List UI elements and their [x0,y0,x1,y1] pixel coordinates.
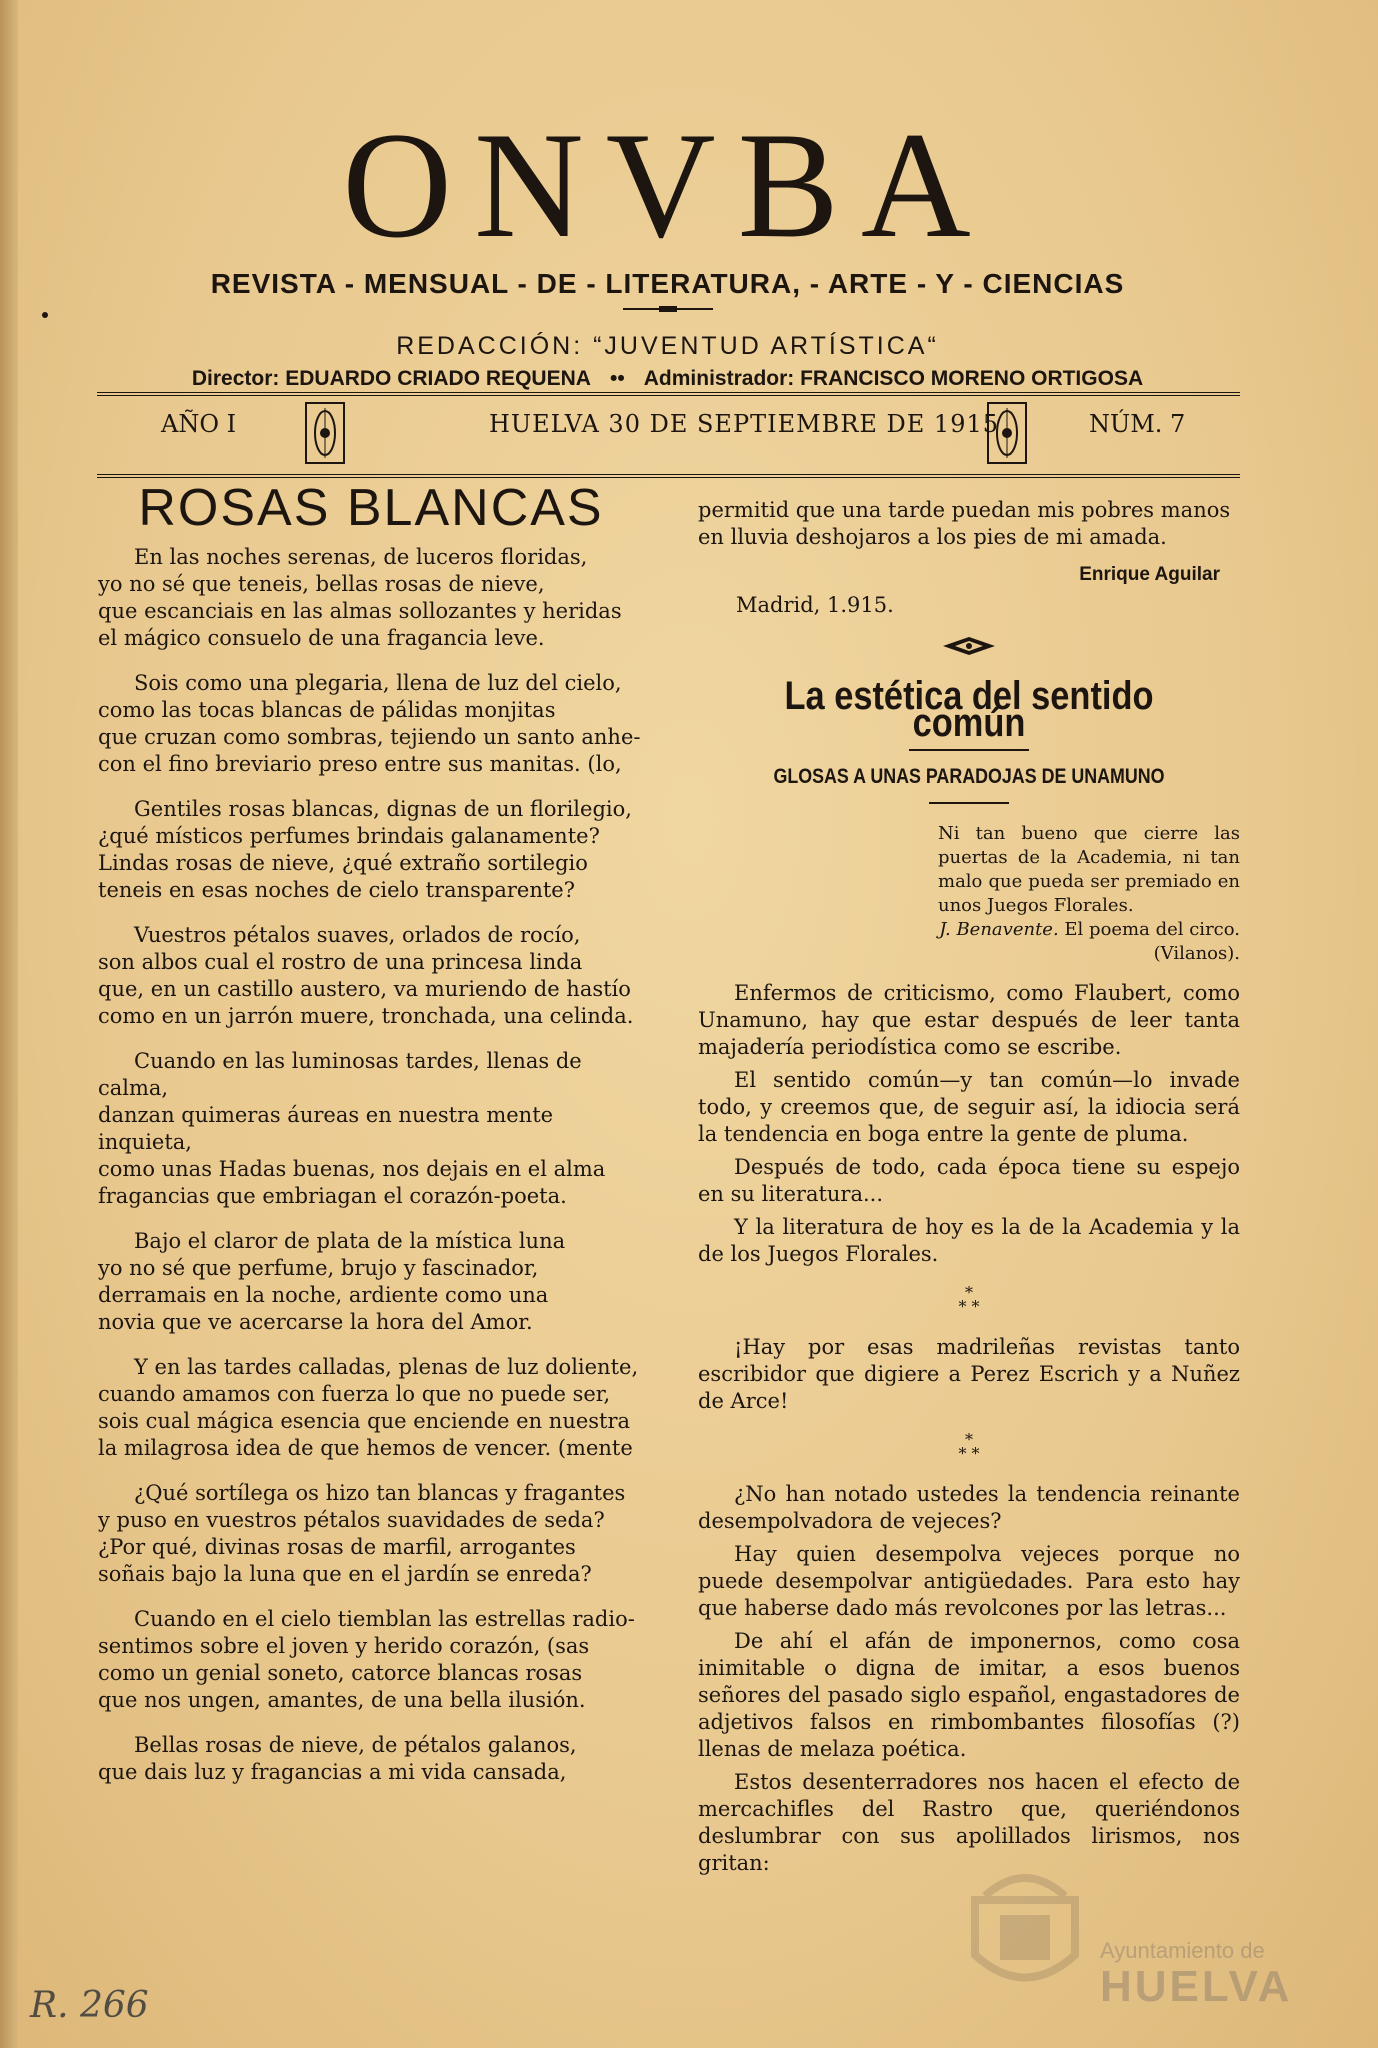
magazine-subtitle: REVISTA - MENSUAL - DE - LITERATURA, - ARTE - Y - CIENCIAS [210,268,1125,299]
poem-line: que, en un castillo austero, va muriendo de hastío [98,977,631,1001]
fleuron-right-icon [987,402,1027,464]
ink-dot [42,312,48,318]
poem-body [98,544,644,1786]
administrador-name: Administrador: FRANCISCO MORENO ORTIGOSA [643,367,1144,390]
watermark-line-1: Ayuntamiento de [1100,1938,1265,1963]
poem-line: con el fino breviario preso entre sus manitas. (lo, [98,752,622,776]
issue-number: NÚM. 7 [1089,410,1186,438]
ornament-rule-icon [623,304,713,314]
watermark-line-2: HUELVA [1100,1962,1293,2011]
poem-line: que nos ungen, amantes, de una bella ilusión. [98,1688,586,1712]
poem-line: Bajo el claror de plata de la mística luna [134,1229,566,1253]
asterism-icon: * * * [958,1430,980,1463]
poem-line: fragancias que embriagan el corazón-poeta. [98,1184,567,1208]
poem-line: ¿Por qué, divinas rosas de marfil, arrogantes [98,1535,576,1559]
poem-line: que cruzan como sombras, tejiendo un santo anhe- [98,725,641,749]
poem-line: yo no sé que perfume, brujo y fascinador, [98,1256,539,1280]
epigraph-work: El poema del circo. (Vilanos). [1064,919,1240,964]
right-column [698,497,1240,1883]
poem-line: ¿qué místicos perfumes brindais galanamente? [98,824,600,848]
diamond-ornament-icon [941,635,997,657]
article-paragraph: Enfermos de criticismo, como Flaubert, como Unamuno, hay que estar después de leer tanta majadería periodística como se escribe. [698,981,1240,1059]
poem-author: Enrique Aguilar [1079,564,1220,585]
article-paragraph: El sentido común—y tan común—lo invade todo, y creemos que, de seguir así, la idiocia será la tendencia en boga entre la gente de pluma. [698,1068,1240,1146]
poem-stanza [98,1354,644,1462]
fleuron-left-icon [305,402,345,464]
poem-line: y puso en vuestros pétalos suavidades de seda? [98,1508,605,1532]
poem-stanza [98,1732,644,1786]
poem-line: Y en las tardes calladas, plenas de luz doliente, [134,1355,639,1379]
poem-line: novia que ve acercarse la hora del Amor. [98,1310,533,1334]
poem-line: yo no sé que teneis, bellas rosas de nieve, [98,572,545,596]
poem-line: en lluvia deshojaros a los pies de mi amada. [698,525,1167,549]
epigraph [938,822,1240,966]
poem-stanza [98,796,644,904]
poem-line: ¿Qué sortílega os hizo tan blancas y fragantes [134,1481,626,1505]
poem-stanza [98,670,644,778]
city-seal-watermark-icon [965,1860,1085,2000]
poem-stanza [98,1480,644,1588]
poem-continuation [698,497,1240,551]
epigraph-author: J. Benavente. [939,919,1059,940]
bullet-ornament-icon: •• [609,367,625,390]
article-title: La estética del sentido común [784,674,1154,745]
article-paragraph: Estos desenterradores nos hacen el efecto de mercachifles del Rastro que, queriéndonos deslumbrar con sus apolillados lirismos, nos gritan: [698,1770,1240,1875]
article-paragraph: De ahí el afán de imponernos, como cosa inimitable o digna de imitar, a esos buenos señores del pasado siglo español, engastadores de adjetivos falsos en rimbombantes filosofías (?) llenas de melaza poética. [698,1629,1240,1761]
poem-line: Gentiles rosas blancas, dignas de un florilegio, [134,797,632,821]
article-paragraph: ¡Hay por esas madrileñas revistas tanto escribidor que digiere a Perez Escrich y a Nuñez de Arce! [698,1335,1240,1413]
redaccion-line: REDACCIÓN: “JUVENTUD ARTÍSTICA“ [396,332,939,360]
handwritten-shelfmark: R. 266 [30,1985,149,2026]
poem-line: teneis en esas noches de cielo transparente? [98,878,575,902]
poem-line: que escanciais en las almas sollozantes y heridas [98,599,622,623]
poem-stanza [98,1606,644,1714]
poem-line: cuando amamos con fuerza lo que no puede ser, [98,1382,611,1406]
page-edge [0,0,18,2048]
left-column [98,479,644,1804]
asterism-icon: * * * [958,1283,980,1316]
epigraph-source [938,918,1240,966]
poem-line: danzan quimeras áureas en nuestra mente inquieta, [98,1103,554,1154]
poem-line: la milagrosa idea de que hemos de vencer. (mente [98,1436,633,1460]
poem-line: como en un jarrón muere, tronchada, una celinda. [98,1004,634,1028]
poem-line: soñais bajo la luna que en el jardín se enreda? [98,1562,592,1586]
poem-line: Cuando en el cielo tiemblan las estrellas radio- [134,1607,635,1631]
epigraph-text: Ni tan bueno que cierre las puertas de la Academia, ni tan malo que pueda ser premiado en unos Juegos Florales. [938,823,1240,916]
staff-line [95,367,1240,391]
poem-stanza [98,544,644,652]
issue-bar [97,392,1240,478]
poem-title: ROSAS BLANCAS [138,479,604,537]
poem-line: que dais luz y fragancias a mi vida cansada, [98,1760,567,1784]
magazine-title: ONVBA [342,101,993,269]
poem-stanza [98,1048,644,1210]
poem-line: Vuestros pétalos suaves, orlados de rocío, [134,923,581,947]
article-paragraph: Después de todo, cada época tiene su espejo en su literatura... [698,1155,1240,1206]
director-name: Director: EDUARDO CRIADO REQUENA [191,367,591,390]
article-paragraph: Y la literatura de hoy es la de la Academia y la de los Juegos Florales. [698,1215,1240,1266]
poem-line: como unas Hadas buenas, nos dejais en el alma [98,1157,606,1181]
title-rule [909,749,1029,751]
poem-line: sentimos sobre el joven y herido corazón, (sas [98,1634,590,1658]
issue-year: AÑO I [161,410,237,438]
poem-line: permitid que una tarde puedan mis pobres manos [698,498,1231,522]
poem-line: Lindas rosas de nieve, ¿qué extraño sortilegio [98,851,588,875]
article-paragraph: Hay quien desempolva vejeces porque no puede desempolvar antigüedades. Para esto hay que haberse dado más revolcones por las letras... [698,1542,1240,1620]
poem-line: como un genial soneto, catorce blancas rosas [98,1661,583,1685]
poem-stanza [98,1228,644,1336]
poem-line: Bellas rosas de nieve, de pétalos galanos, [134,1733,577,1757]
masthead [95,101,1240,391]
poem-line: En las noches serenas, de luceros floridas, [134,545,588,569]
poem-line: Cuando en las luminosas tardes, llenas de calma, [98,1049,582,1100]
article-subtitle: GLOSAS A UNAS PARADOJAS DE UNAMUNO [773,765,1165,788]
poem-line: como las tocas blancas de pálidas monjitas [98,698,556,722]
poem-stanza [98,922,644,1030]
poem-line: sois cual mágica esencia que enciende en nuestra [98,1409,631,1433]
poem-line: derramais en la noche, ardiente como una [98,1283,549,1307]
poem-line: el mágico consuelo de una fragancia leve. [98,626,545,650]
article-paragraph: ¿No han notado ustedes la tendencia reinante desempolvadora de vejeces? [698,1482,1240,1533]
poem-line: son albos cual el rostro de una princesa linda [98,950,583,974]
poem-line: Sois como una plegaria, llena de luz del cielo, [134,671,622,695]
article-body [698,980,1240,1877]
issue-place-date: HUELVA 30 DE SEPTIEMBRE DE 1915 [489,410,1000,438]
subtitle-rule [929,802,1009,804]
watermark-text [1100,1938,1292,2010]
poem-place-date: Madrid, 1.915. [736,593,894,617]
